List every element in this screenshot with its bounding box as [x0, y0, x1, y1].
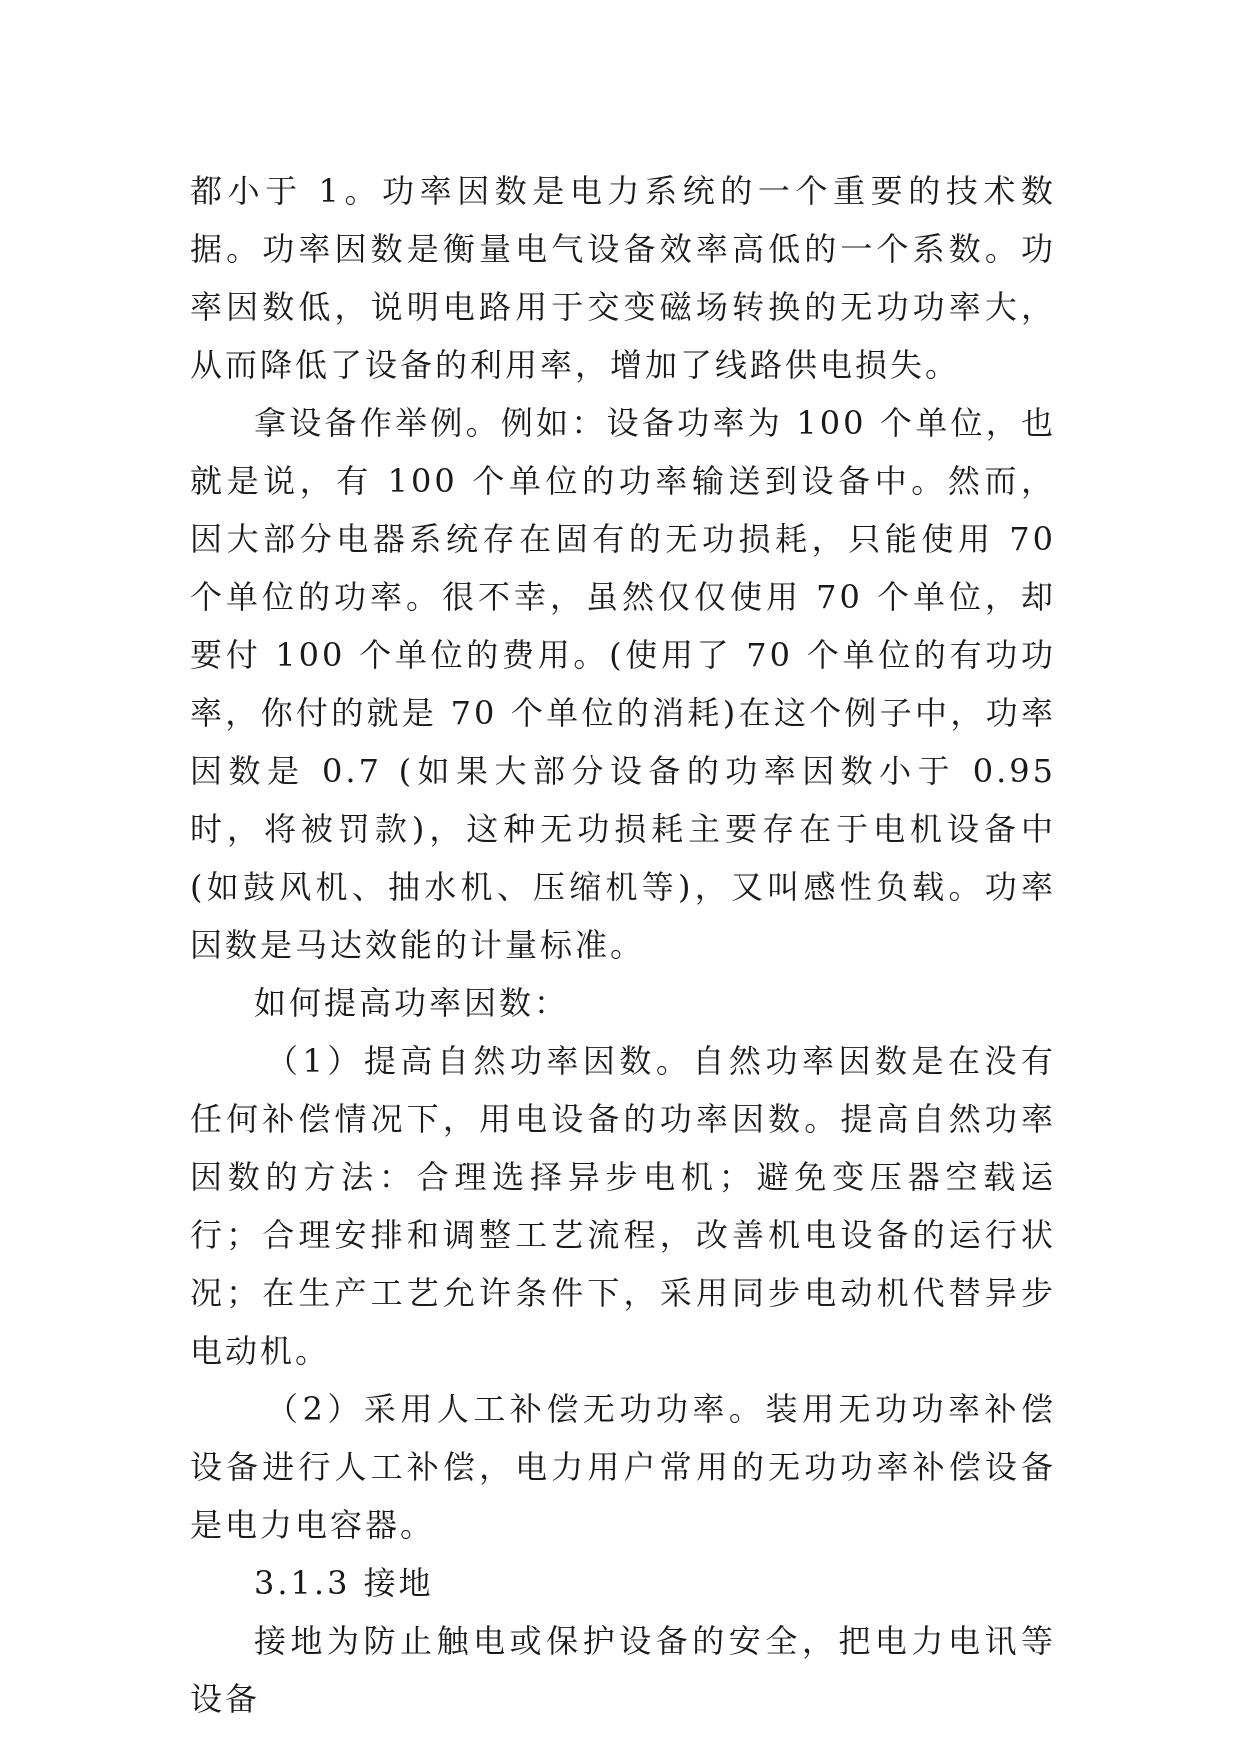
section-heading-grounding: 3.1.3 接地	[254, 1564, 434, 1602]
paragraph-power-factor-intro: 都小于 1。功率因数是电力系统的一个重要的技术数据。功率因数是衡量电气设备效率高低的一个系数。功率因数低，说明电路用于交变磁场转换的无功功率大， 从而降低了设备的利用率，增加了线路供电损失。	[190, 172, 1056, 384]
list-item-natural-power-factor: （1）提高自然功率因数。自然功率因数是在没有任何补偿情况下，用电设备的功率因数。提高自然功率因数的方法：合理选择异步电机；避免变压器空载运行；合理安排和调整工艺流程，改善机电设备的运行状况；在生产工艺允许条件下，采用同步电动机代替异步电动机。	[190, 1042, 1056, 1370]
document-body	[190, 162, 1056, 1728]
paragraph-how-to-improve: 如何提高功率因数：	[254, 984, 570, 1022]
paragraph-grounding: 接地为防止触电或保护设备的安全，把电力电讯等设备	[190, 1622, 1056, 1718]
list-item-artificial-compensation: （2）采用人工补偿无功功率。装用无功功率补偿设备进行人工补偿，电力用户常用的无功功率补偿设备是电力电容器。	[190, 1390, 1056, 1544]
paragraph-device-example: 拿设备作举例。例如：设备功率为 100 个单位，也就是说，有 100 个单位的功率输送到设备中。然而，因大部分电器系统存在固有的无功损耗，只能使用 70 个单位的功率。很不幸，虽然仅仅使用 70 个单位，却要付 100 个单位的费用。(使用了 70 个单位的有功功率，你付的就是 70 个单位的消耗)在这个例子中，功率因数是 0.7 (如果大部分设备的功率因数小于 0.95 时，将被罚款)，这种无功损耗主要存在于电机设备中(如鼓风机、抽水机、压缩机等)，又叫感性负载。功率因数是马达效能的计量标准。	[190, 404, 1056, 964]
